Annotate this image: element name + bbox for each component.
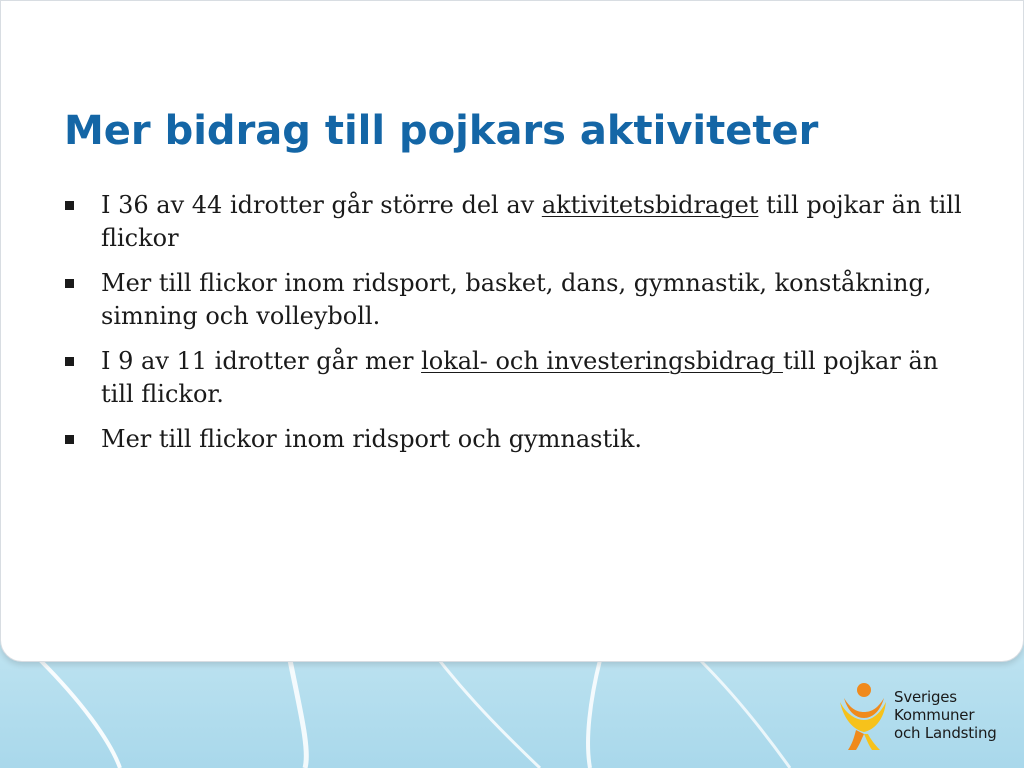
skl-figure-icon — [834, 680, 890, 752]
skl-logo — [834, 680, 1014, 752]
square-bullet-icon — [65, 357, 74, 366]
logo-line: Sveriges — [894, 688, 957, 706]
underlined-term: lokal- och investeringsbidrag — [421, 347, 783, 375]
logo-line: Kommuner — [894, 706, 975, 724]
logo-line: och Landsting — [894, 724, 997, 742]
skl-logo-text — [894, 688, 997, 742]
bullet-item: I 9 av 11 idrotter går mer lokal- och investeringsbidrag till pojkar än till flickor. — [63, 345, 963, 411]
square-bullet-icon — [65, 279, 74, 288]
slide-title: Mer bidrag till pojkars aktiviteter — [64, 108, 819, 154]
square-bullet-icon — [65, 201, 74, 210]
bullet-item: I 36 av 44 idrotter går större del av aktivitetsbidraget till pojkar än till flickor — [63, 189, 963, 255]
bullet-item: Mer till flickor inom ridsport, basket, dans, gymnastik, konståkning, simning och volleyboll. — [63, 267, 963, 333]
square-bullet-icon — [65, 435, 74, 444]
bullet-item: Mer till flickor inom ridsport och gymnastik. — [63, 423, 963, 456]
underlined-term: aktivitetsbidraget — [541, 191, 759, 219]
bullet-list — [63, 189, 963, 468]
